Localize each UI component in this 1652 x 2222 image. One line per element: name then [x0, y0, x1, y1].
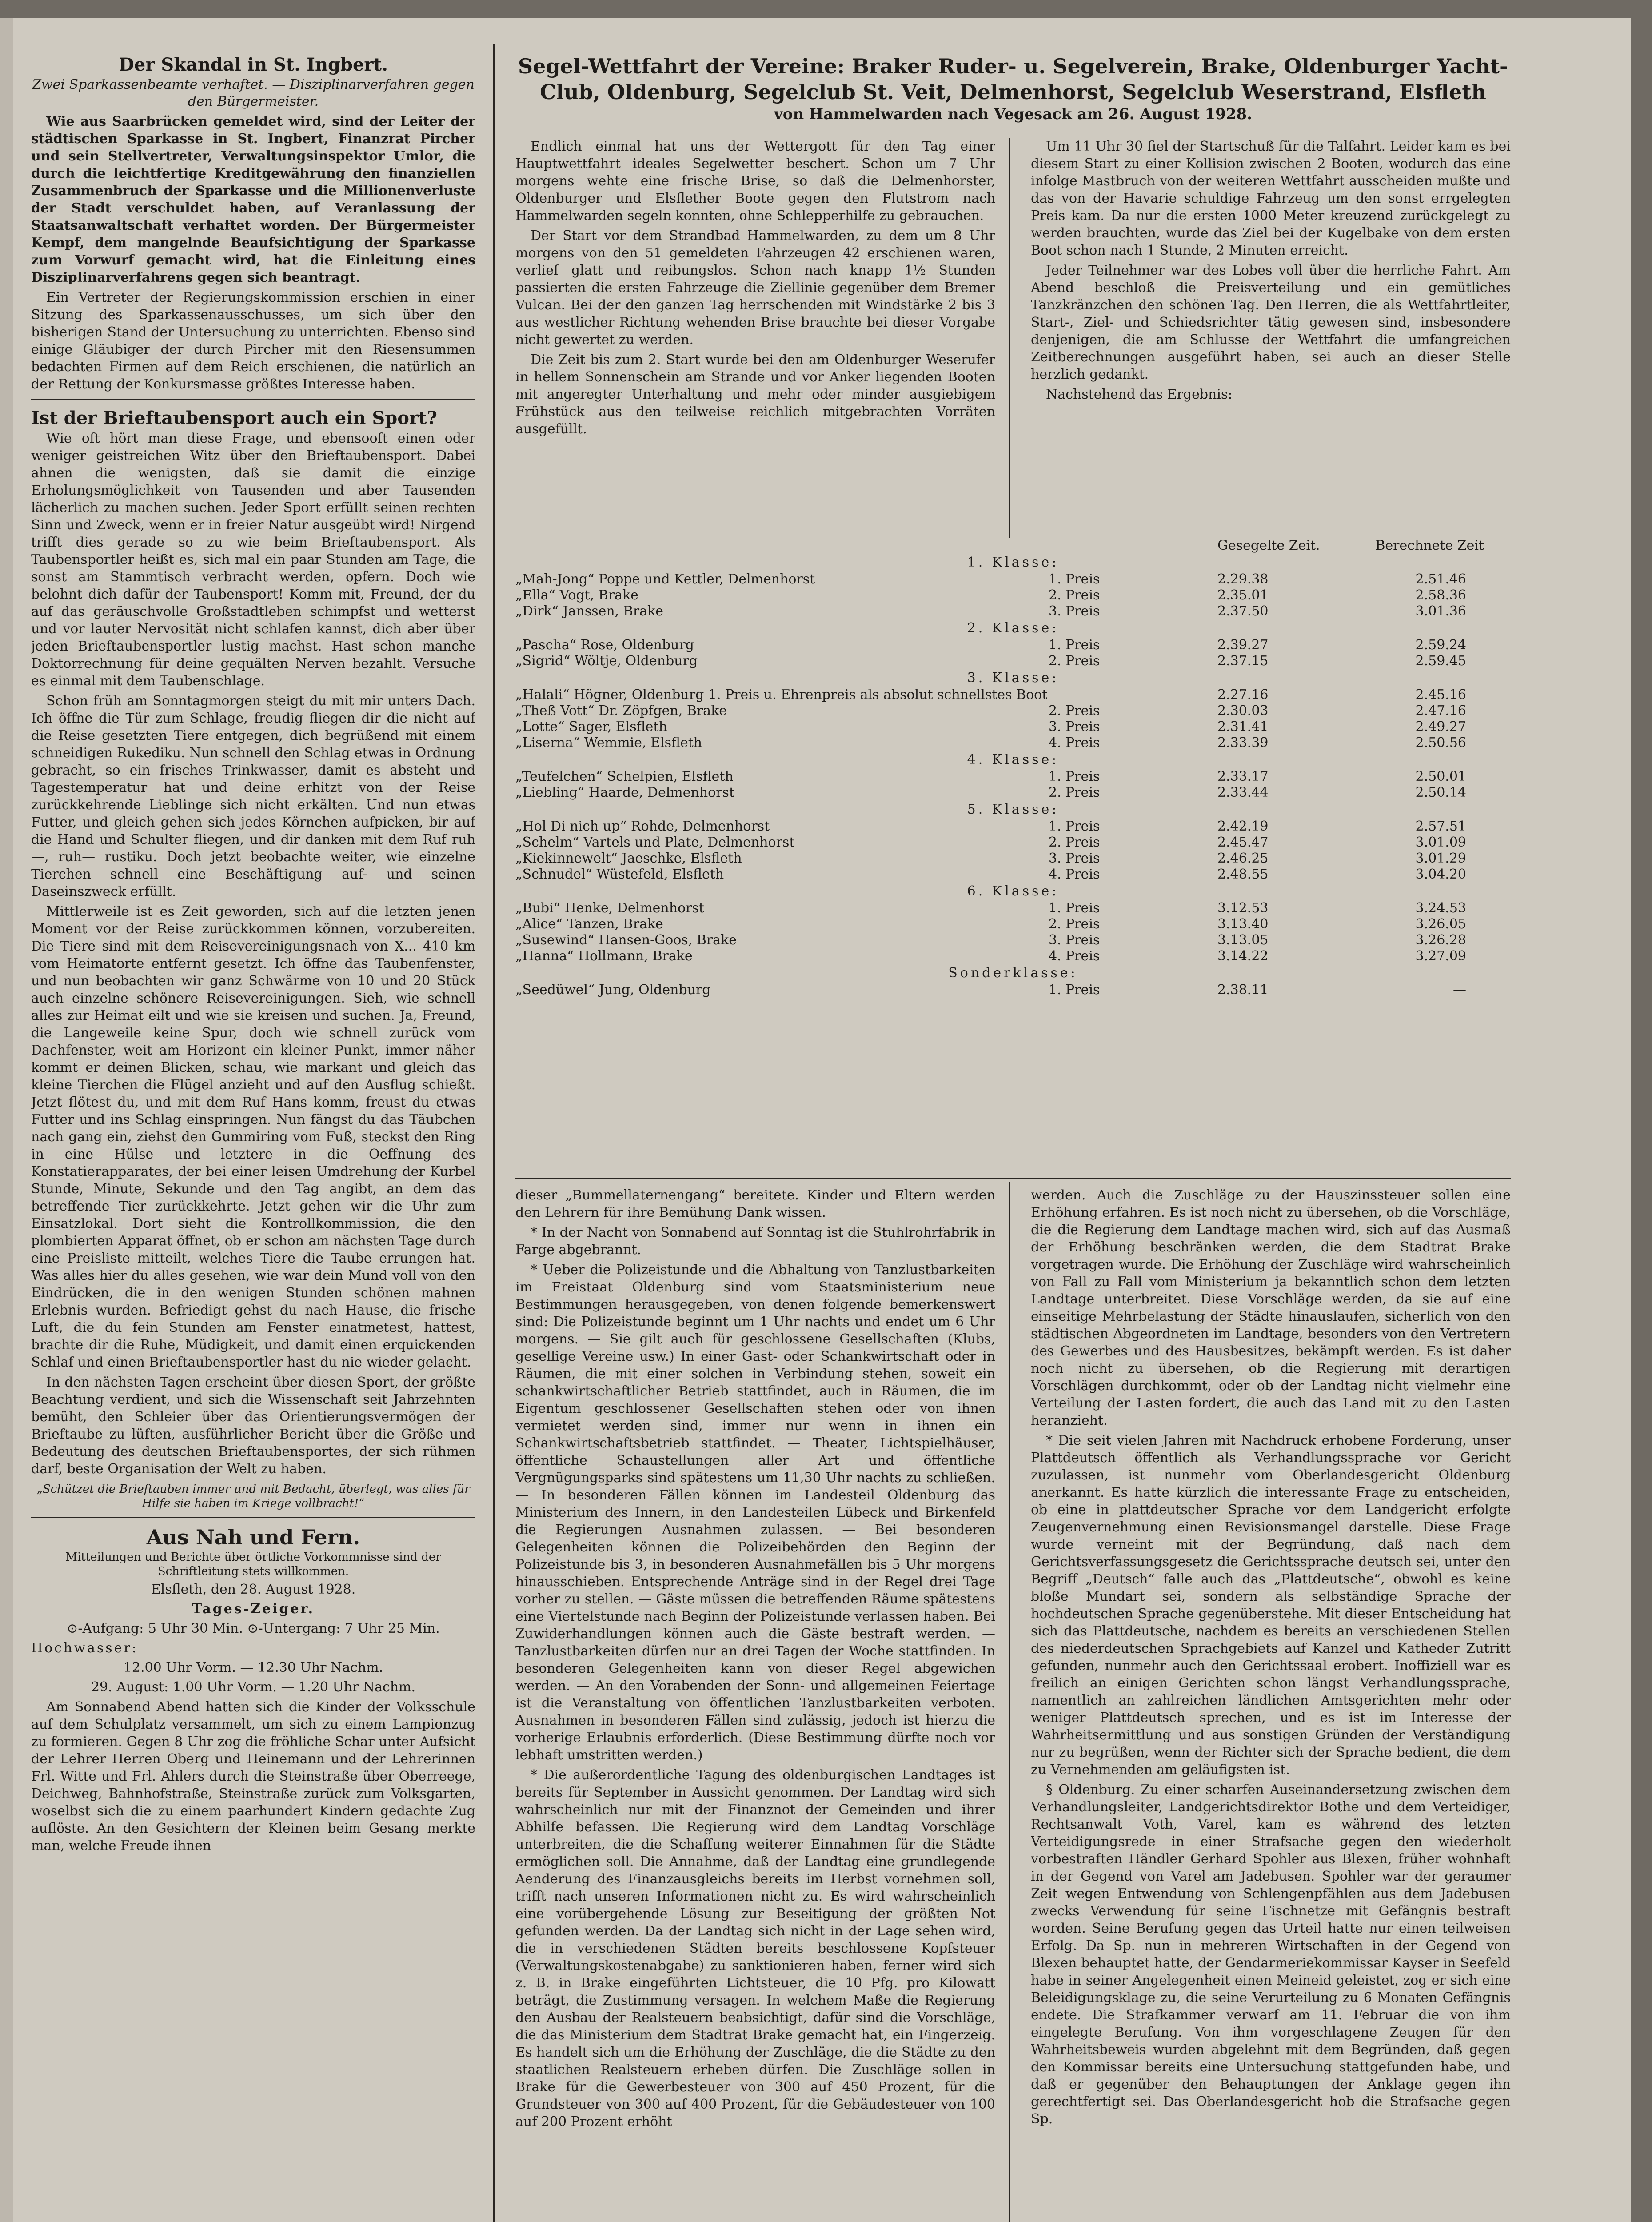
sailed-time: 2.42.19 [1217, 819, 1269, 834]
sailed-time: 2.31.41 [1217, 719, 1269, 735]
class-label: 5. Klasse: [967, 802, 1059, 817]
calculated-time: 3.26.05 [1415, 916, 1466, 932]
sailed-time: 2.39.27 [1217, 637, 1269, 653]
hochwasser-1: 12.00 Uhr Vorm. — 12.30 Uhr Nachm. [123, 1660, 383, 1675]
table-bottom-rule [515, 1178, 1511, 1179]
class-label: 1. Klasse: [967, 555, 1059, 570]
article-pigeon-sport [31, 407, 475, 1511]
result-row [515, 603, 1511, 619]
sailed-time: 3.13.05 [1217, 932, 1269, 948]
calculated-time: 2.59.45 [1415, 653, 1466, 669]
tageszeiger-title: Tages-Zeiger. [192, 1601, 315, 1617]
prize: 2. Preis [1049, 703, 1100, 719]
sailed-time: 2.37.15 [1217, 653, 1269, 669]
result-row [515, 819, 1511, 835]
calculated-time: 3.26.28 [1415, 932, 1466, 948]
lower-para: * In der Nacht von Sonnabend auf Sonntag ist die Stuhlrohrfabrik in Farge abgebrannt. [515, 1225, 995, 1258]
result-row [515, 982, 1511, 998]
result-row [515, 916, 1511, 932]
calculated-time: 3.01.29 [1415, 851, 1466, 866]
left-column [31, 53, 475, 2222]
boat-name: „Pascha“ Rose, Oldenburg [515, 637, 694, 653]
pigeon-para: Mittlerweile ist es Zeit geworden, sich auf die letzten jenen Moment vor der Reise zurückkommen können, vorzubereiten. Die Tiere sind mit dem Reisevereinigungsnach von X... 410 km vom Heimatorte entfernt gesetzt. Ich öffne das Taubenfenster, und nun beobachten wir ganz Schwärme von 10 und 20 Stück auch einzelne schönere Reisevereinigungen. Sieh, wie schnell alles zur Heimat eilt und wie sie kreisen und suchen. Ja, Freund, die Langeweile keine Spur, doch wie schnell zurück vom Dachfenster, weit am Horizont ein kleiner Punkt, immer näher kommt er deinen Blicken, schau, wie markant und gleich das kleine Tierchen die Flügel anzieht und auf den Ausflug schießt. Jetzt flötest du, und mit dem Ruf Hans komm, freust du etwas Futter und ins Schlag einspringen. Nun fängst du das Täubchen nach gang ein, ziehst den Gummiring vom Fuß, steckst den Ring in eine Hülse und letztere in die Oeffnung des Konstatierapparates, der bei einer leisen Umdrehung der Kurbel Stunde, Minute, Sekunde und den Tag angibt, an dem das betreffende Tier zurückkehrte. Jetzt gehen wir die Uhr zum Einsatzlokal. Dort sieht die Kontrollkommission, die den plombierten Apparat öffnet, ob er schon am nächsten Tage durch eine Preisliste mitteilt, welches Tiere die Taube errungen hat. Was alles hier du alles gesehen, wie war dein Mund voll von den Eindrücken, die in den wenigen Stunden schönen mahnen Erlebnis wurden. Befriedigt gehst du nach Hause, die frische Luft, die du fein Stunden am Fenster einatmetest, hattest, brachte dir die Ruhe, Müdigkeit, und damit einen erquickenden Schlaf und einen Brieftaubensportler hast du nie wieder gelacht. [31, 904, 475, 1370]
class-label: 2. Klasse: [967, 620, 1059, 636]
lower-para: § Oldenburg. Zu einer scharfen Auseinandersetzung zwischen dem Verhandlungsleiter, Landgerichtsdirektor Bothe und dem Verteidiger, Rechtsanwalt Voth, Varel, kam es während des letzten Verteidigungsrede in einer Strafsache gegen den wiederholt vorbestraften Händler Gerhard Spohler aus Blexen, früher wohnhaft in der Gegend von Varel am Jadebusen. Spohler war der geraumer Zeit wegen Entwendung von Schlengenpfählen aus dem Jadebusen zwecks Verwendung für seine Fischnetze mit Gefängnis bestraft worden. Seine Berufung gegen das Urteil hatte nur einen teilweisen Erfolg. Da Sp. nun in mehreren Wirtschaften in der Gegend von Blexen behauptet hatte, der Gendarmeriekommissar Kayser in Seefeld habe in seiner Angelegenheit einen Meineid geleistet, zog er sich eine Beleidigungsklage zu, die seine Verurteilung zu 6 Monaten Gefängnis endete. Die Strafkammer verwarf am 11. Februar die von ihm eingelegte Berufung. Von ihm vorgeschlagene Zeugen für den Wahrheitsbeweis wurden abgelehnt mit dem Begründen, daß gegen den Kommissar bereits eine Untersuchung stattgefunden habe, und daß er gegenüber den Behauptungen der Anklage gegen ihn gerechtfertigt sei. Das Oberlandesgericht hob die Strafsache gegen Sp. [1031, 1782, 1511, 2127]
result-row [515, 900, 1511, 916]
prize: 3. Preis [1049, 719, 1100, 735]
boat-name: „Dirk“ Janssen, Brake [515, 603, 663, 619]
headline-local: Aus Nah und Fern. [146, 1525, 360, 1549]
regatta-para: Nachstehend das Ergebnis: [1046, 387, 1233, 402]
lower-right-column [1031, 1187, 1511, 2222]
lower-mid-column [515, 1187, 995, 2222]
hochwasser-title: Hochwasser: [31, 1640, 138, 1656]
sailed-time: 2.45.47 [1217, 835, 1269, 850]
result-row [515, 587, 1511, 603]
section-local-news [31, 1524, 475, 1854]
sailed-time: 2.48.55 [1217, 867, 1269, 882]
sailed-time: 2.29.38 [1217, 571, 1269, 587]
lower-para: * Ueber die Polizeistunde und die Abhaltung von Tanzlustbarkeiten im Freistaat Oldenburg sind vom Staatsministerium neue Bestimmungen herausgegeben, von denen folgende bemerkenswert sind: Die Polizeistunde beginnt um 1 Uhr nachts und endet um 6 Uhr morgens. — Sie gilt auch für geschlossene Gesellschaften (Klubs, gesellige Vereine usw.) In einer Gast- oder Schankwirtschaft oder in Räumen, die mit einer solchen in Verbindung stehen, soweit ein schankwirtschaftlicher Betrieb stattfindet, auch in Räumen, die im Eigentum geschlossener Gesellschaften stehen oder von ihnen vermietet werden sind, immer nur wenn in ihnen ein Schankwirtschaftsbetrieb stattfindet. — Theater, Lichtspielhäuser, öffentliche Schaustellungen aller Art und öffentliche Vergnügungsparks sind spätestens um 11,30 Uhr nachts zu schließen. — In besonderen Fällen können im Landesteil Oldenburg das Ministerium des Innern, in den Landesteilen Lübeck und Birkenfeld die Regierungen Ausnahmen zulassen. — Bei besonderen Gelegenheiten können die Polizeibehörden den Beginn der Polizeistunde bis 3, in besonderen Ausnahmefällen bis 5 Uhr morgens hinausschieben. Entsprechende Anträge sind in der Regel drei Tage vorher zu stellen. — Gäste müssen die betreffenden Räume spätestens eine Viertelstunde nach Beginn der Polizeistunde verlassen haben. Bei Zuwiderhandlungen können auch die Gäste bestraft werden. — Tanzlustbarkeiten dürfen nur an drei Tagen der Woche stattfinden. In besonderen Gelegenheiten kann von dieser Regel abgewichen werden. — An den Vorabenden der Sonn- und allgemeinen Feiertage ist die Veranstaltung von öffentlichen Tanzlustbarkeiten verboten. Ausnahmen in besonderen Fällen sind zulässig, jedoch ist hierzu die vorherige Erlaubnis erforderlich. (Diese Bestimmung dürfte noch vor lebhaft umstritten werden.) [515, 1262, 995, 1763]
regatta-para: Jeder Teilnehmer war des Lobes voll über die herrliche Fahrt. Am Abend beschloß die Preisverteilung und ein gemütliches Tanzkränzchen den schönen Tag. Den Herren, die als Wettfahrtleiter, Start-, Ziel- und Schiedsrichter tätig gewesen sind, insbesondere denjenigen, die am Schlusse der Wettfahrt die umfangreichen Zeitberechnungen ausgeführt haben, sei auch an dieser Stelle herzlich gedankt. [1031, 263, 1511, 382]
result-row [515, 851, 1511, 867]
local-dateline: Elsfleth, den 28. August 1928. [151, 1582, 356, 1597]
local-note: Mitteilungen und Berichte über örtliche Vorkommnisse sind der Schriftleitung stets willkommen. [65, 1551, 441, 1578]
local-story: Am Sonnabend Abend hatten sich die Kinder der Volksschule auf dem Schulplatz versammelt, um sich zu einem Lampionzug zu formieren. Gegen 8 Uhr zog die fröhliche Schar unter Aufsicht der Lehrer Herren Oberg und Heinemann und der Lehrerinnen Frl. Witte und Frl. Ahlers durch die Steinstraße über Oberreege, Deichweg, Bahnhofstraße, Steinstraße zurück zum Volksgarten, woselbst sich die zu einem paarhundert Kindern gedachte Zug auflöste. An den Gesichtern der Kleinen beim Gesang merkte man, welche Freude ihnen [31, 1699, 475, 1854]
headline-scandal: Der Skandal in St. Ingbert. [119, 54, 388, 75]
boat-name: „Bubi“ Henke, Delmenhorst [515, 900, 704, 916]
headline-pigeon: Ist der Brieftaubensport auch ein Sport? [31, 408, 437, 428]
class-label: 4. Klasse: [967, 752, 1059, 767]
result-row [515, 637, 1511, 653]
regatta-header [515, 53, 1511, 126]
pigeon-para: In den nächsten Tagen erscheint über diesen Sport, der größte Beachtung verdient, und sich die Wissenschaft seit Jahrzehnten bemüht, den Schleier über das Orientierungsvermögen der Brieftaube zu lüften, ausführlicher Bericht über die Größe und Bedeutung des deutschen Brieftaubensportes, der sich rühmen darf, beste Organisation der Welt zu haben. [31, 1375, 475, 1477]
class-label: 3. Klasse: [967, 670, 1059, 686]
boat-name: „Ella“ Vogt, Brake [515, 587, 638, 603]
result-row [515, 835, 1511, 851]
calculated-time: 3.01.36 [1415, 603, 1466, 619]
results-table [515, 538, 1511, 998]
result-row [515, 719, 1511, 735]
calculated-time: 3.01.09 [1415, 835, 1466, 850]
calculated-time: 2.50.01 [1415, 769, 1466, 784]
newspaper-page [13, 18, 1631, 2222]
prize: 3. Preis [1049, 851, 1100, 866]
boat-name: „Susewind“ Hansen-Goos, Brake [515, 932, 737, 948]
boat-name: „Halali“ Högner, Oldenburg 1. Preis u. Ehrenpreis als absolut schnellstes Boot [515, 687, 1048, 703]
col-sailed-time: Gesegelte Zeit. [1217, 538, 1320, 553]
boat-name: „Teufelchen“ Schelpien, Elsfleth [515, 769, 734, 784]
boat-name: „Mah-Jong“ Poppe und Kettler, Delmenhorst [515, 571, 815, 587]
calculated-time: 2.51.46 [1415, 571, 1466, 587]
regatta-para: Endlich einmal hat uns der Wettergott für den Tag einer Hauptwettfahrt ideales Segelwetter beschert. Schon um 7 Uhr morgens wehte eine frische Brise, so daß die Delmenhorster, Oldenburger und Elsflether Boote gegen den Flutstrom nach Hammelwarden segeln konnten, ohne Schlepperhilfe zu gebrauchen. [515, 139, 995, 224]
boat-name: „Schnudel“ Wüstefeld, Elsfleth [515, 867, 724, 882]
sailed-time: 2.33.17 [1217, 769, 1269, 784]
prize [1049, 687, 1217, 703]
boat-name: „Alice“ Tanzen, Brake [515, 916, 663, 932]
calculated-time: — [1453, 982, 1466, 998]
sailed-time: 2.46.25 [1217, 851, 1269, 866]
regatta-para: Um 11 Uhr 30 fiel der Startschuß für die Talfahrt. Leider kam es bei diesem Start zu einer Kollision zwischen 2 Booten, wodurch das eine infolge Mastbruch von der weiteren Wettfahrt ausscheiden mußte und das von der Havarie schuldige Fahrzeug um den sonst errgelegten Preis kam. Da nur die ersten 1000 Meter kreuzend zurückgelegt zu werden brauchten, wurde das Ziel bei der Kugelbake von dem ersten Boot schon nach 1 Stunde, 2 Minuten erreicht. [1031, 139, 1511, 258]
calculated-time: 2.50.14 [1415, 785, 1466, 800]
sailed-time: 2.33.44 [1217, 785, 1269, 800]
result-row [515, 867, 1511, 883]
sailed-time: 3.13.40 [1217, 916, 1269, 932]
boat-name: „Kiekinnewelt“ Jaeschke, Elsfleth [515, 851, 742, 866]
sailed-time: 2.30.03 [1217, 703, 1269, 719]
sun-times: ⊙-Aufgang: 5 Uhr 30 Min. ⊙-Untergang: 7 Uhr 25 Min. [67, 1621, 440, 1636]
result-row [515, 571, 1511, 587]
result-row [515, 785, 1511, 801]
prize: 2. Preis [1049, 587, 1100, 603]
prize: 2. Preis [1049, 785, 1100, 800]
boat-name: „Lotte“ Sager, Elsfleth [515, 719, 667, 735]
calculated-time: 3.24.53 [1415, 900, 1466, 916]
prize: 2. Preis [1049, 835, 1100, 850]
calculated-time: 3.04.20 [1415, 867, 1466, 882]
sailed-time: 3.14.22 [1217, 948, 1269, 964]
result-row [515, 703, 1511, 719]
regatta-right-text [1031, 138, 1511, 538]
lower-para: werden. Auch die Zuschläge zu der Hauszinssteuer sollen eine Erhöhung erfahren. Es ist noch nicht zu übersehen, ob die Vorschläge, die die Regierung dem Landtage machen wird, sich auf das Ausmaß der Erhöhung beschränken werden, die dem Stadtrat Brake vorgetragen wurde. Die Erhöhung der Zuschläge wird wahrscheinlich von Fall zu Fall vom Ministerium ja bekanntlich schon dem letzten Landtage unterbreitet. Diese Vorschläge werden, da sie auf eine einseitige Mehrbelastung der Städte hinauslaufen, sicherlich von den städtischen Abgeordneten im Landtage, besonders von den Vertretern des Gewerbes und des Hausbesitzes, bekämpft werden. Es ist daher noch nicht zu übersehen, ob die Regierung mit derartigen Vorschlägen durchkommt, oder ob der Landtag nicht vielmehr eine Verteilung der Lasten fordert, die auch das Land mit zu den Lasten heranzieht. [1031, 1187, 1511, 1428]
boat-name: „Hol Di nich up“ Rohde, Delmenhorst [515, 819, 770, 834]
prize: 3. Preis [1049, 932, 1100, 948]
hochwasser-2: 29. August: 1.00 Uhr Vorm. — 1.20 Uhr Nachm. [91, 1679, 416, 1695]
sailed-time: 2.35.01 [1217, 587, 1269, 603]
prize: 1. Preis [1049, 982, 1100, 998]
result-row [515, 769, 1511, 785]
lower-para: * Die außerordentliche Tagung des oldenburgischen Landtages ist bereits für September in Aussicht genommen. Der Landtag wird sich wahrscheinlich nur mit der Finanznot der Gemeinden und ihrer Abhilfe befassen. Die Regierung wird dem Landtag Vorschläge unterbreiten, die die Schaffung weiterer Einnahmen für die Städte ermöglichen soll. Die Annahme, daß der Landtag eine grundlegende Aenderung des Finanzausgleichs bereits im Herbst vornehmen soll, trifft nach unseren Informationen nicht zu. Es wird wahrscheinlich eine vorübergehende Lösung zur Beseitigung der größten Not gefunden werden. Da der Landtag sich nicht in der Lage sehen wird, die in verschiedenen Städten bereits beschlossene Kopfsteuer (Verwaltungskostenabgabe) zu sanktionieren haben, ferner wird sich z. B. in Brake eingeführten Lichtsteuer, die 10 Pfg. pro Kilowatt beträgt, die Zustimmung versagen. In welchem Maße die Regierung den Ausbau der Realsteuern beabsichtigt, dafür sind die Vorschläge, die das Ministerium dem Stadtrat Brake gemacht hat, ein Fingerzeig. Es handelt sich um die Erhöhung der Zuschläge, die die Städte zu den staatlichen Realsteuern erheben dürfen. Die Zuschläge sollen in Brake für die Gewerbesteuer von 300 auf 450 Prozent, für die Grundsteuer von 300 auf 400 Prozent, für die Gebäudesteuer von 100 auf 200 Prozent erhöht [515, 1767, 995, 2130]
boat-name: „Liebling“ Haarde, Delmenhorst [515, 785, 735, 800]
boat-name: „Sigrid“ Wöltje, Oldenburg [515, 653, 698, 669]
lower-para: * Die seit vielen Jahren mit Nachdruck erhobene Forderung, unser Plattdeutsch öffentlich als Verhandlungssprache vor Gericht zuzulassen, ist nunmehr vom Oberlandesgericht Oldenburg anerkannt. Es hatte kürzlich die interessante Frage zu entscheiden, ob eine in plattdeutscher Sprache vor dem Landgericht erfolgte Zeugenvernehmung einen Revisionsmangel darstelle. Diese Frage wurde verneint mit der Begründung, daß nach dem Gerichtsverfassungsgesetz die Gerichtssprache deutsch sei, unter den Begriff „Deutsch“ falle auch das „Plattdeutsche“, obwohl es keine bloße Mundart sei, sondern als selbständige Sprache der hochdeutschen Sprache gegenüberstehe. Mit dieser Entscheidung hat sich das Plattdeutsche, nachdem es bereits an verschiedenen Stellen des niederdeutschen Sprachgebiets auf Kanzel und Katheder Zutritt gefunden, nunmehr auch den Gerichtssaal erobert. Inoffiziell war es freilich an einigen Gerichten schon längst Verhandlungssprache, namentlich an zahlreichen ländlichen Amtsgerichten mehr oder weniger Plattdeutsch sprechen, und es ist im Interesse der Wahrheitsermittlung und aus sonstigen Gründen der Verständigung nur zu begrüßen, wenn der Richter sich der Sprache bedient, die dem zu Vernehmenden am geläufigsten ist. [1031, 1433, 1511, 1778]
prize: 4. Preis [1049, 867, 1100, 882]
boat-name: „Seedüwel“ Jung, Oldenburg [515, 982, 711, 998]
sailed-time: 2.33.39 [1217, 735, 1269, 751]
results-body [515, 555, 1511, 998]
class-label: 6. Klasse: [967, 883, 1059, 899]
result-row [515, 735, 1511, 751]
pigeon-quote: „Schützet die Brieftauben immer und mit Bedacht, überlegt, was alles für Hilfe sie haben im Kriege vollbracht!“ [36, 1483, 470, 1510]
boat-name: „Liserna“ Wemmie, Elsfleth [515, 735, 702, 751]
boat-name: „Hanna“ Hollmann, Brake [515, 948, 693, 964]
pigeon-para: Wie oft hört man diese Frage, und ebensooft einen oder weniger geistreichen Witz über den Brieftaubensport. Dabei ahnen die wenigsten, daß sie damit die einzige Erholungsmöglichkeit von Tausenden und aber Tausenden lächerlich zu machen suchen. Jeder Sport erfüllt seinen rechten Sinn und Zweck, wenn er in freier Natur ausgeübt wird! Nirgend trifft dies gerade so zu wie beim Brieftaubensport. Als Taubensportler heißt es, sich mal ein paar Stunden am Tage, die sonst am Stammtisch verbracht werden, opfern. Doch wie belohnt dich dafür der Taubensport! Komm mit, Freund, der du auf das geräuschvolle Großstadtleben schimpfst und wetterst und vor lauter Nervosität nicht schlafen kannst, dich aber über jeden Brieftaubensportler lustig machst. Hast schon manche Doktorrechnung für deine gequälten Nerven bezahlt. Versuche es einmal mit dem Taubenschlage. [31, 431, 475, 689]
prize: 4. Preis [1049, 948, 1100, 964]
prize: 1. Preis [1049, 900, 1100, 916]
calculated-time: 2.45.16 [1415, 687, 1466, 703]
class-label: Sonderklasse: [948, 965, 1078, 981]
calculated-time: 2.57.51 [1415, 819, 1466, 834]
divider [31, 1517, 475, 1518]
result-row [515, 687, 1511, 703]
scandal-body: Ein Vertreter der Regierungskommission erschien in einer Sitzung des Sparkassenausschusses, um sich über den bisherigen Stand der Untersuchung zu unterrichten. Ebenso sind einige Gläubiger der durch Pircher mit den Riesensummen bedachten Firmen auf dem Reich erschienen, die natürlich an der Rettung der Konkursmasse größtes Interesse haben. [31, 290, 475, 392]
calculated-time: 2.49.27 [1415, 719, 1466, 735]
calculated-time: 2.50.56 [1415, 735, 1466, 751]
boat-name: „Theß Vott“ Dr. Zöpfgen, Brake [515, 703, 727, 719]
column-rule [1009, 1182, 1010, 2222]
results-header [515, 538, 1511, 554]
pigeon-para: Schon früh am Sonntagmorgen steigt du mit mir unters Dach. Ich öffne die Tür zum Schlage, freudig fliegen dir die nicht auf die Reise gesetzten Tiere entgegen, dich begrüßend mit einem schneidigen Rukediku. Nun schnell den Schlag etwas in Ordnung gebracht, so ein frisches Trinkwasser, damit es absteht und Tagestemperatur hat und deine erhitzt von der Reise zurückkehrende Lieblinge sich nicht erkälten. Und nun etwas Futter, und gleich gehen sich jedes Körnchen aufpicken, bir auf die Hand und Schulter fliegen, und dir danken mit dem Ruf ruh—, ruh— rustiku. Doch jetzt beobachte weiter, wie einzelne Tierchen schnell eine Beschäftigung auf- und seinen Daseinszweck erfüllt. [31, 693, 475, 899]
adjacent-page-edge [0, 18, 13, 2222]
scandal-lead: Wie aus Saarbrücken gemeldet wird, sind der Leiter der städtischen Sparkasse in St. Ingbert, Finanzrat Pircher und sein Stellvertreter, Verwaltungsinspektor Umlor, die durch die leichtfertige Kreditgewährung den finanziellen Zusammenbruch der Sparkasse und die Millionenverluste der Stadt verschuldet haben, auf Veranlassung der Staatsanwaltschaft verhaftet worden. Der Bürgermeister Kempf, dem mangelnde Beaufsichtigung der Sparkasse zum Vorwurf gemacht wird, hat die Einleitung eines Disziplinarverfahrens gegen sich beantragt. [31, 114, 475, 285]
regatta-para: Der Start vor dem Strandbad Hammelwarden, zu dem um 8 Uhr morgens von den 51 gemeldeten Fahrzeugen 42 erschienen waren, verlief glatt und reibungslos. Schon nach knapp 1½ Stunden passierten die ersten Fahrzeuge die Ziellinie gegenüber dem Bremer Vulcan. Bei der den ganzen Tag herrschenden mit Windstärke 2 bis 3 aus westlicher Richtung wehenden Brise brauchte bei dieser Vorgabe nicht gewertet zu werden. [515, 228, 995, 348]
calculated-time: 2.47.16 [1415, 703, 1466, 719]
prize: 3. Preis [1049, 603, 1100, 619]
lower-para: dieser „Bummellaternengang“ bereitete. Kinder und Eltern werden den Lehrern für ihre Bemühung Dank wissen. [515, 1187, 995, 1220]
column-rule [493, 44, 495, 2222]
prize: 1. Preis [1049, 819, 1100, 834]
sailed-time: 3.12.53 [1217, 900, 1269, 916]
subheadline-scandal: Zwei Sparkassenbeamte verhaftet. — Disziplinarverfahren gegen den Bürgermeister. [32, 77, 475, 109]
calculated-time: 3.27.09 [1415, 948, 1466, 964]
article-scandal [31, 53, 475, 393]
prize: 1. Preis [1049, 637, 1100, 653]
regatta-para: Die Zeit bis zum 2. Start wurde bei den am Oldenburger Weserufer in hellem Sonnenschein am Strande und vor Anker liegenden Booten mit angeregter Unterhaltung und mehr oder minder ausgiebigem Frühstück aus den teilweise reichlich mitgebrachten Vorräten ausgefüllt. [515, 352, 995, 437]
regatta-left-text [515, 138, 995, 538]
prize: 2. Preis [1049, 916, 1100, 932]
divider [31, 399, 475, 400]
calculated-time: 2.59.24 [1415, 637, 1466, 653]
column-rule [1009, 138, 1010, 538]
result-row [515, 653, 1511, 669]
col-calc-time: Berechnete Zeit [1375, 538, 1484, 553]
calculated-time: 2.58.36 [1415, 587, 1466, 603]
sailed-time: 2.27.16 [1217, 687, 1269, 703]
prize: 1. Preis [1049, 769, 1100, 784]
result-row [515, 948, 1511, 964]
prize: 1. Preis [1049, 571, 1100, 587]
regatta-sub: von Hammelwarden nach Vegesack am 26. August 1928. [774, 105, 1252, 123]
prize: 4. Preis [1049, 735, 1100, 751]
boat-name: „Schelm“ Vartels und Plate, Delmenhorst [515, 835, 795, 850]
result-row [515, 932, 1511, 948]
regatta-title: Segel-Wettfahrt der Vereine: Braker Ruder- u. Segelverein, Brake, Oldenburger Yacht-Club, Oldenburg, Segelclub St. Veit, Delmenhorst, Segelclub Weserstrand, Elsfleth [518, 54, 1508, 104]
sailed-time: 2.38.11 [1217, 982, 1269, 998]
prize: 2. Preis [1049, 653, 1100, 669]
sailed-time: 2.37.50 [1217, 603, 1269, 619]
